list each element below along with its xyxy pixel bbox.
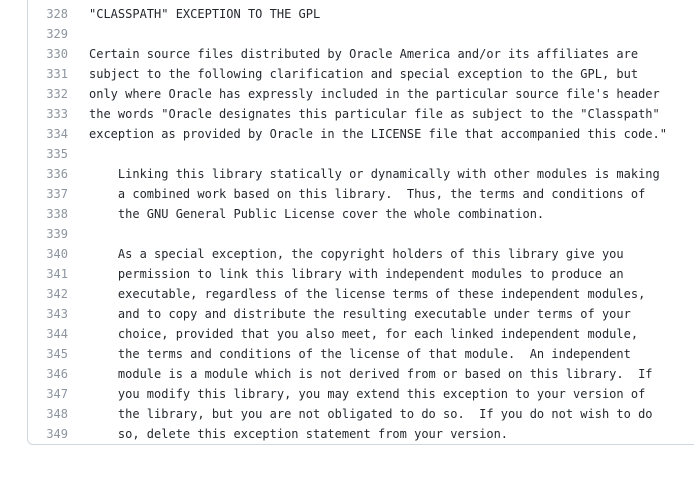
line-number[interactable]: 346 [46,367,68,381]
code-line [28,344,667,364]
code-line [28,284,667,304]
line-content: only where Oracle has expressly included in the particular source file's header [89,87,660,101]
line-content: and to copy and distribute the resulting executable under terms of your [89,307,631,321]
line-number[interactable]: 343 [46,307,68,321]
line-content: you modify this library, you may extend this exception to your version of [89,387,646,401]
line-content [68,24,667,44]
line-number[interactable]: 334 [46,127,68,141]
line-content: executable, regardless of the license terms of these independent modules, [89,287,646,301]
code-line [28,4,667,24]
code-line [28,244,667,264]
code-line [28,124,667,144]
line-number[interactable]: 347 [46,387,68,401]
line-number[interactable]: 336 [46,167,68,181]
line-number[interactable]: 337 [46,187,68,201]
code-line [28,324,667,344]
code-line [28,164,667,184]
line-content: "CLASSPATH" EXCEPTION TO THE GPL [89,7,321,21]
line-number[interactable]: 349 [46,427,68,441]
line-number[interactable]: 328 [46,7,68,21]
line-number[interactable]: 341 [46,267,68,281]
line-content: exception as provided by Oracle in the LICENSE file that accompanied this code." [89,127,667,141]
code-line [28,44,667,64]
line-number[interactable]: 348 [46,407,68,421]
line-content: the library, but you are not obligated to do so. If you do not wish to do [89,407,653,421]
code-line [28,104,667,124]
line-content: the words "Oracle designates this particular file as subject to the "Classpath" [89,107,660,121]
code-line [28,384,667,404]
line-content [68,224,667,244]
line-content: the GNU General Public License cover the whole combination. [89,207,545,221]
line-number[interactable]: 344 [46,327,68,341]
line-number[interactable]: 333 [46,107,68,121]
line-content: Certain source files distributed by Oracle America and/or its affiliates are [89,47,639,61]
code-table [28,4,667,444]
line-content [68,144,667,164]
code-line [28,184,667,204]
line-number[interactable]: 338 [46,207,68,221]
code-line [28,424,667,444]
code-line [28,64,667,84]
line-number[interactable]: 331 [46,67,68,81]
line-content: Linking this library statically or dynamically with other modules is making [89,167,660,181]
line-content: the terms and conditions of the license of that module. An independent [89,347,631,361]
code-line [28,304,667,324]
line-number[interactable]: 329 [46,27,68,41]
code-line [28,264,667,284]
code-line [28,404,667,424]
code-line [28,364,667,384]
code-line [28,84,667,104]
code-file-viewer [27,0,694,445]
line-number[interactable]: 339 [46,227,68,241]
line-number[interactable]: 330 [46,47,68,61]
code-line [28,144,667,164]
line-content: module is a module which is not derived from or based on this library. If [89,367,653,381]
code-line [28,24,667,44]
line-content: choice, provided that you also meet, for each linked independent module, [89,327,639,341]
line-content: As a special exception, the copyright holders of this library give you [89,247,624,261]
line-content: permission to link this library with independent modules to produce an [89,267,624,281]
line-number[interactable]: 332 [46,87,68,101]
line-content: a combined work based on this library. Thus, the terms and conditions of [89,187,646,201]
line-number[interactable]: 340 [46,247,68,261]
code-line [28,204,667,224]
line-content: subject to the following clarification and special exception to the GPL, but [89,67,639,81]
line-number[interactable]: 342 [46,287,68,301]
line-content: so, delete this exception statement from your version. [89,427,509,441]
line-number[interactable]: 345 [46,347,68,361]
code-line [28,224,667,244]
line-number[interactable]: 335 [46,147,68,161]
